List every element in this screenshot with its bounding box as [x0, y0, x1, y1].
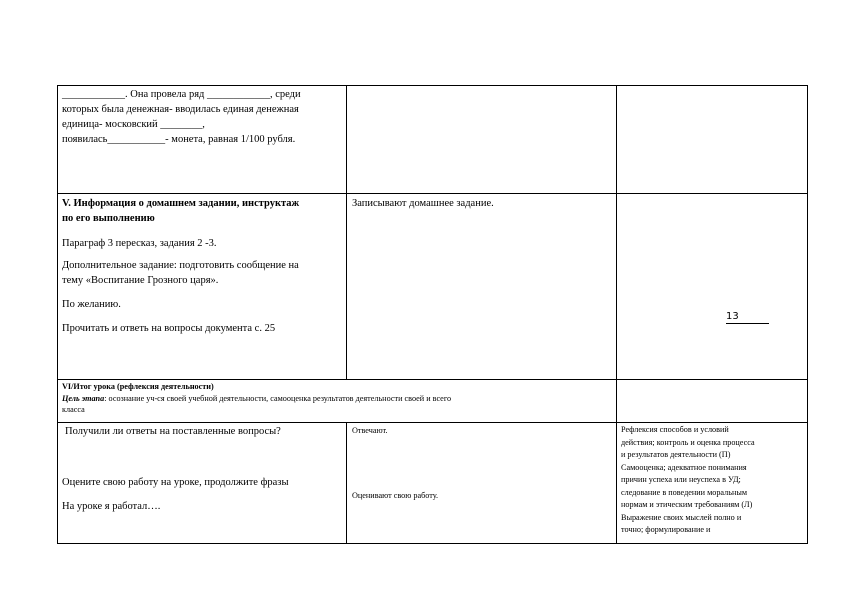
table-border-top [57, 85, 808, 86]
table-border-col2-right [616, 85, 617, 544]
row1-line-1: ____________. Она провела ряд ____________, среди [62, 89, 301, 100]
reflection-phrase: На уроке я работал…. [62, 501, 161, 512]
page-number-underline [726, 323, 769, 324]
row4-col3-text [621, 424, 805, 537]
competency-line-6: следование в поведении моральным [621, 487, 748, 497]
homework-paragraph-1: Параграф 3 пересказ, задания 2 -3. [62, 238, 217, 249]
row4-col1-text [62, 424, 344, 514]
row4-col2-text [352, 425, 612, 501]
reflection-prompt: Оцените свою работу на уроке, продолжите фразы [62, 477, 289, 488]
table-border-left [57, 85, 58, 544]
stage-goal-label: Цель этапа [62, 393, 105, 403]
homework-paragraph-3: По желанию. [62, 299, 121, 310]
competency-line-4: Самооценка; адекватное понимания [621, 462, 747, 472]
table-border-right [807, 85, 808, 544]
competency-line-3: и результатов деятельности (П) [621, 450, 731, 459]
competency-line-9: точно; формулирование и [621, 525, 711, 534]
row2-col1-text [62, 196, 344, 343]
summary-section-heading: VI/Итог урока (рефлексия деятельности) [62, 382, 214, 391]
homework-paragraph-2-line-1: Дополнительное задание: подготовить сообщение на [62, 260, 299, 271]
students-self-assessment: Оценивают свою работу. [352, 490, 439, 500]
competency-line-7: нормам и этическим требованиям (Л) [621, 500, 753, 509]
table-border-col1-right-upper [346, 85, 347, 380]
homework-student-action: Записывают домашнее задание. [352, 198, 494, 209]
reflection-question: Получили ли ответы на поставленные вопросы? [65, 426, 281, 437]
homework-title-line-1: V. Информация о домашнем задании, инструктаж [62, 198, 300, 209]
row1-col1-text [62, 87, 344, 147]
competency-line-2: действия; контроль и оценка процесса [621, 437, 755, 447]
homework-title-line-2: по его выполнению [62, 213, 155, 224]
competency-line-8: Выражение своих мыслей полно и [621, 512, 742, 522]
homework-paragraph-2-line-2: тему «Воспитание Грозного царя». [62, 275, 219, 286]
table-border-row1-bottom [57, 193, 808, 194]
table-border-row3-bottom [57, 422, 808, 423]
stage-goal-text-2: класса [62, 405, 85, 414]
page-number: 13 [726, 311, 739, 322]
homework-paragraph-2 [62, 258, 344, 288]
row2-col2-text [352, 196, 612, 211]
table-border-row2-bottom [57, 379, 808, 380]
row1-line-2: которых была денежная- вводилась единая денежная [62, 104, 299, 115]
table-border-col1-right-lower [346, 422, 347, 544]
homework-paragraph-4: Прочитать и ответь на вопросы документа с. 25 [62, 323, 276, 334]
row1-line-4: появилась___________- монета, равная 1/100 рубля. [62, 134, 296, 145]
competency-line-5: причин успеха или неуспеха в УД; [621, 475, 741, 484]
table-border-bottom [57, 543, 808, 544]
competency-line-1: Рефлексия способов и условий [621, 425, 729, 434]
row1-line-3: единица- московский ________, [62, 119, 205, 130]
stage-goal-text: : осознание уч-ся своей учебной деятельности, самооценка результатов деятельности своей и всего [104, 393, 452, 403]
homework-section-title [62, 196, 344, 226]
students-answer: Отвечают. [352, 426, 388, 435]
row3-text [62, 381, 612, 416]
stage-goal [62, 393, 612, 405]
